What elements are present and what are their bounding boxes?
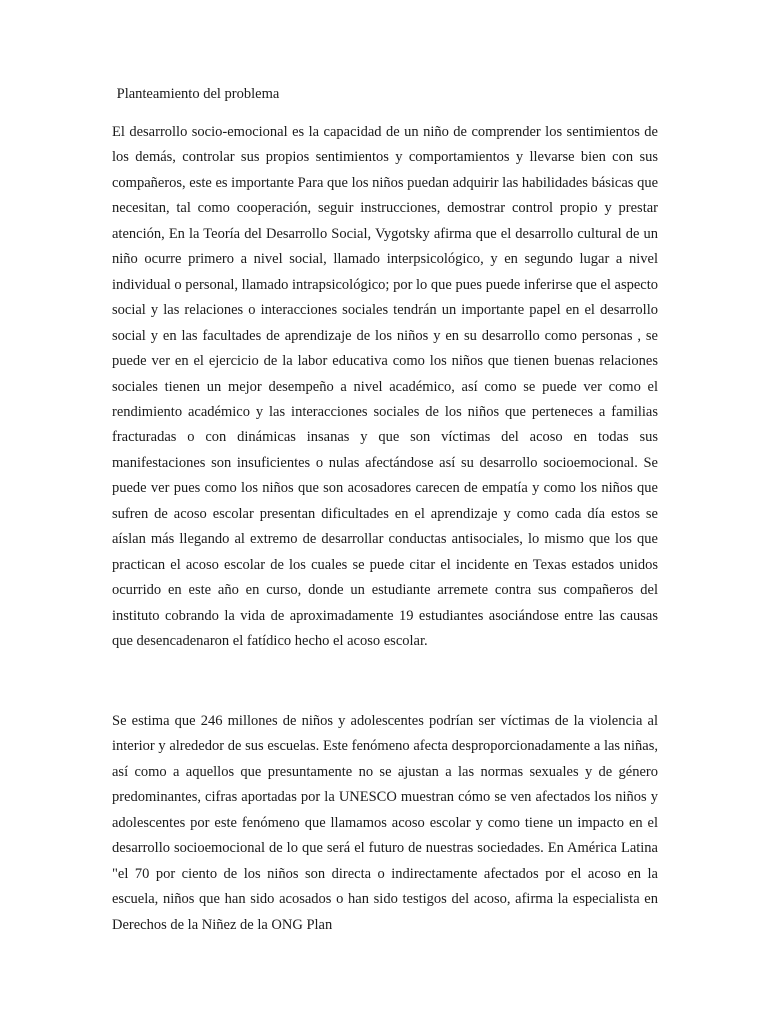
- paragraph-1: El desarrollo socio-emocional es la capacidad de un niño de comprender los sentimientos de los demás, controlar sus propios sentimientos y comportamientos y llevarse bien con sus compañeros, este es importante Para que los niños puedan adquirir las habilidades básicas que necesitan, tal como cooperación, seguir instrucciones, demostrar control propio y prestar atención, En la Teoría del Desarrollo Social, Vygotsky afirma que el desarrollo cultural de un niño ocurre primero a nivel social, llamado interpsicológico, y en segundo lugar a nivel individual o personal, llamado intrapsicológico; por lo que pues puede inferirse que el aspecto social y las relaciones o interacciones sociales tendrán un importante papel en el desarrollo social y en las facultades de aprendizaje de los niños y en su desarrollo como personas , se puede ver en el ejercicio de la labor educativa como los niños que tienen buenas relaciones sociales tienen un mejor desempeño a nivel académico, así como se puede ver como el rendimiento académico y las interacciones sociales de los niños que perteneces a familias fracturadas o con dinámicas insanas y que son víctimas del acoso en todas sus manifestaciones son insuficientes o nulas afectándose así su desarrollo socioemocional. Se puede ver pues como los niños que son acosadores carecen de empatía y como los niños que sufren de acoso escolar presentan dificultades en el aprendizaje y como cada día estos se aíslan más llegando al extremo de desarrollar conductas antisociales, lo mismo que los que practican el acoso escolar de los cuales se puede citar el incidente en Texas estados unidos ocurrido en este año en curso, donde un estudiante arremete contra sus compañeros del instituto cobrando la vida de aproximadamente 19 estudiantes asociándose entre las causas que desencadenaron el fatídico hecho el acoso escolar.: [112, 124, 659, 650]
- document-title: Planteamiento del problema: [113, 86, 280, 102]
- paragraph-2: Se estima que 246 millones de niños y adolescentes podrían ser víctimas de la violencia al interior y alrededor de sus escuelas. Este fenómeno afecta desproporcionadamente a las niñas, así como a aquellos que presuntamente no se ajustan a las normas sexuales y de género predominantes, cifras aportadas por la UNESCO muestran cómo se ven afectados los niños y adolescentes por este fenómeno que llamamos acoso escolar y como tiene un impacto en el desarrollo socioemocional de lo que será el futuro de nuestras sociedades. En América Latina "el 70 por ciento de los niños son directa o indirectamente afectados por el acoso en la escuela, niños que han sido acosados o han sido testigos del acoso, afirma la especialista en Derechos de la Niñez de la ONG Plan: [112, 713, 658, 933]
